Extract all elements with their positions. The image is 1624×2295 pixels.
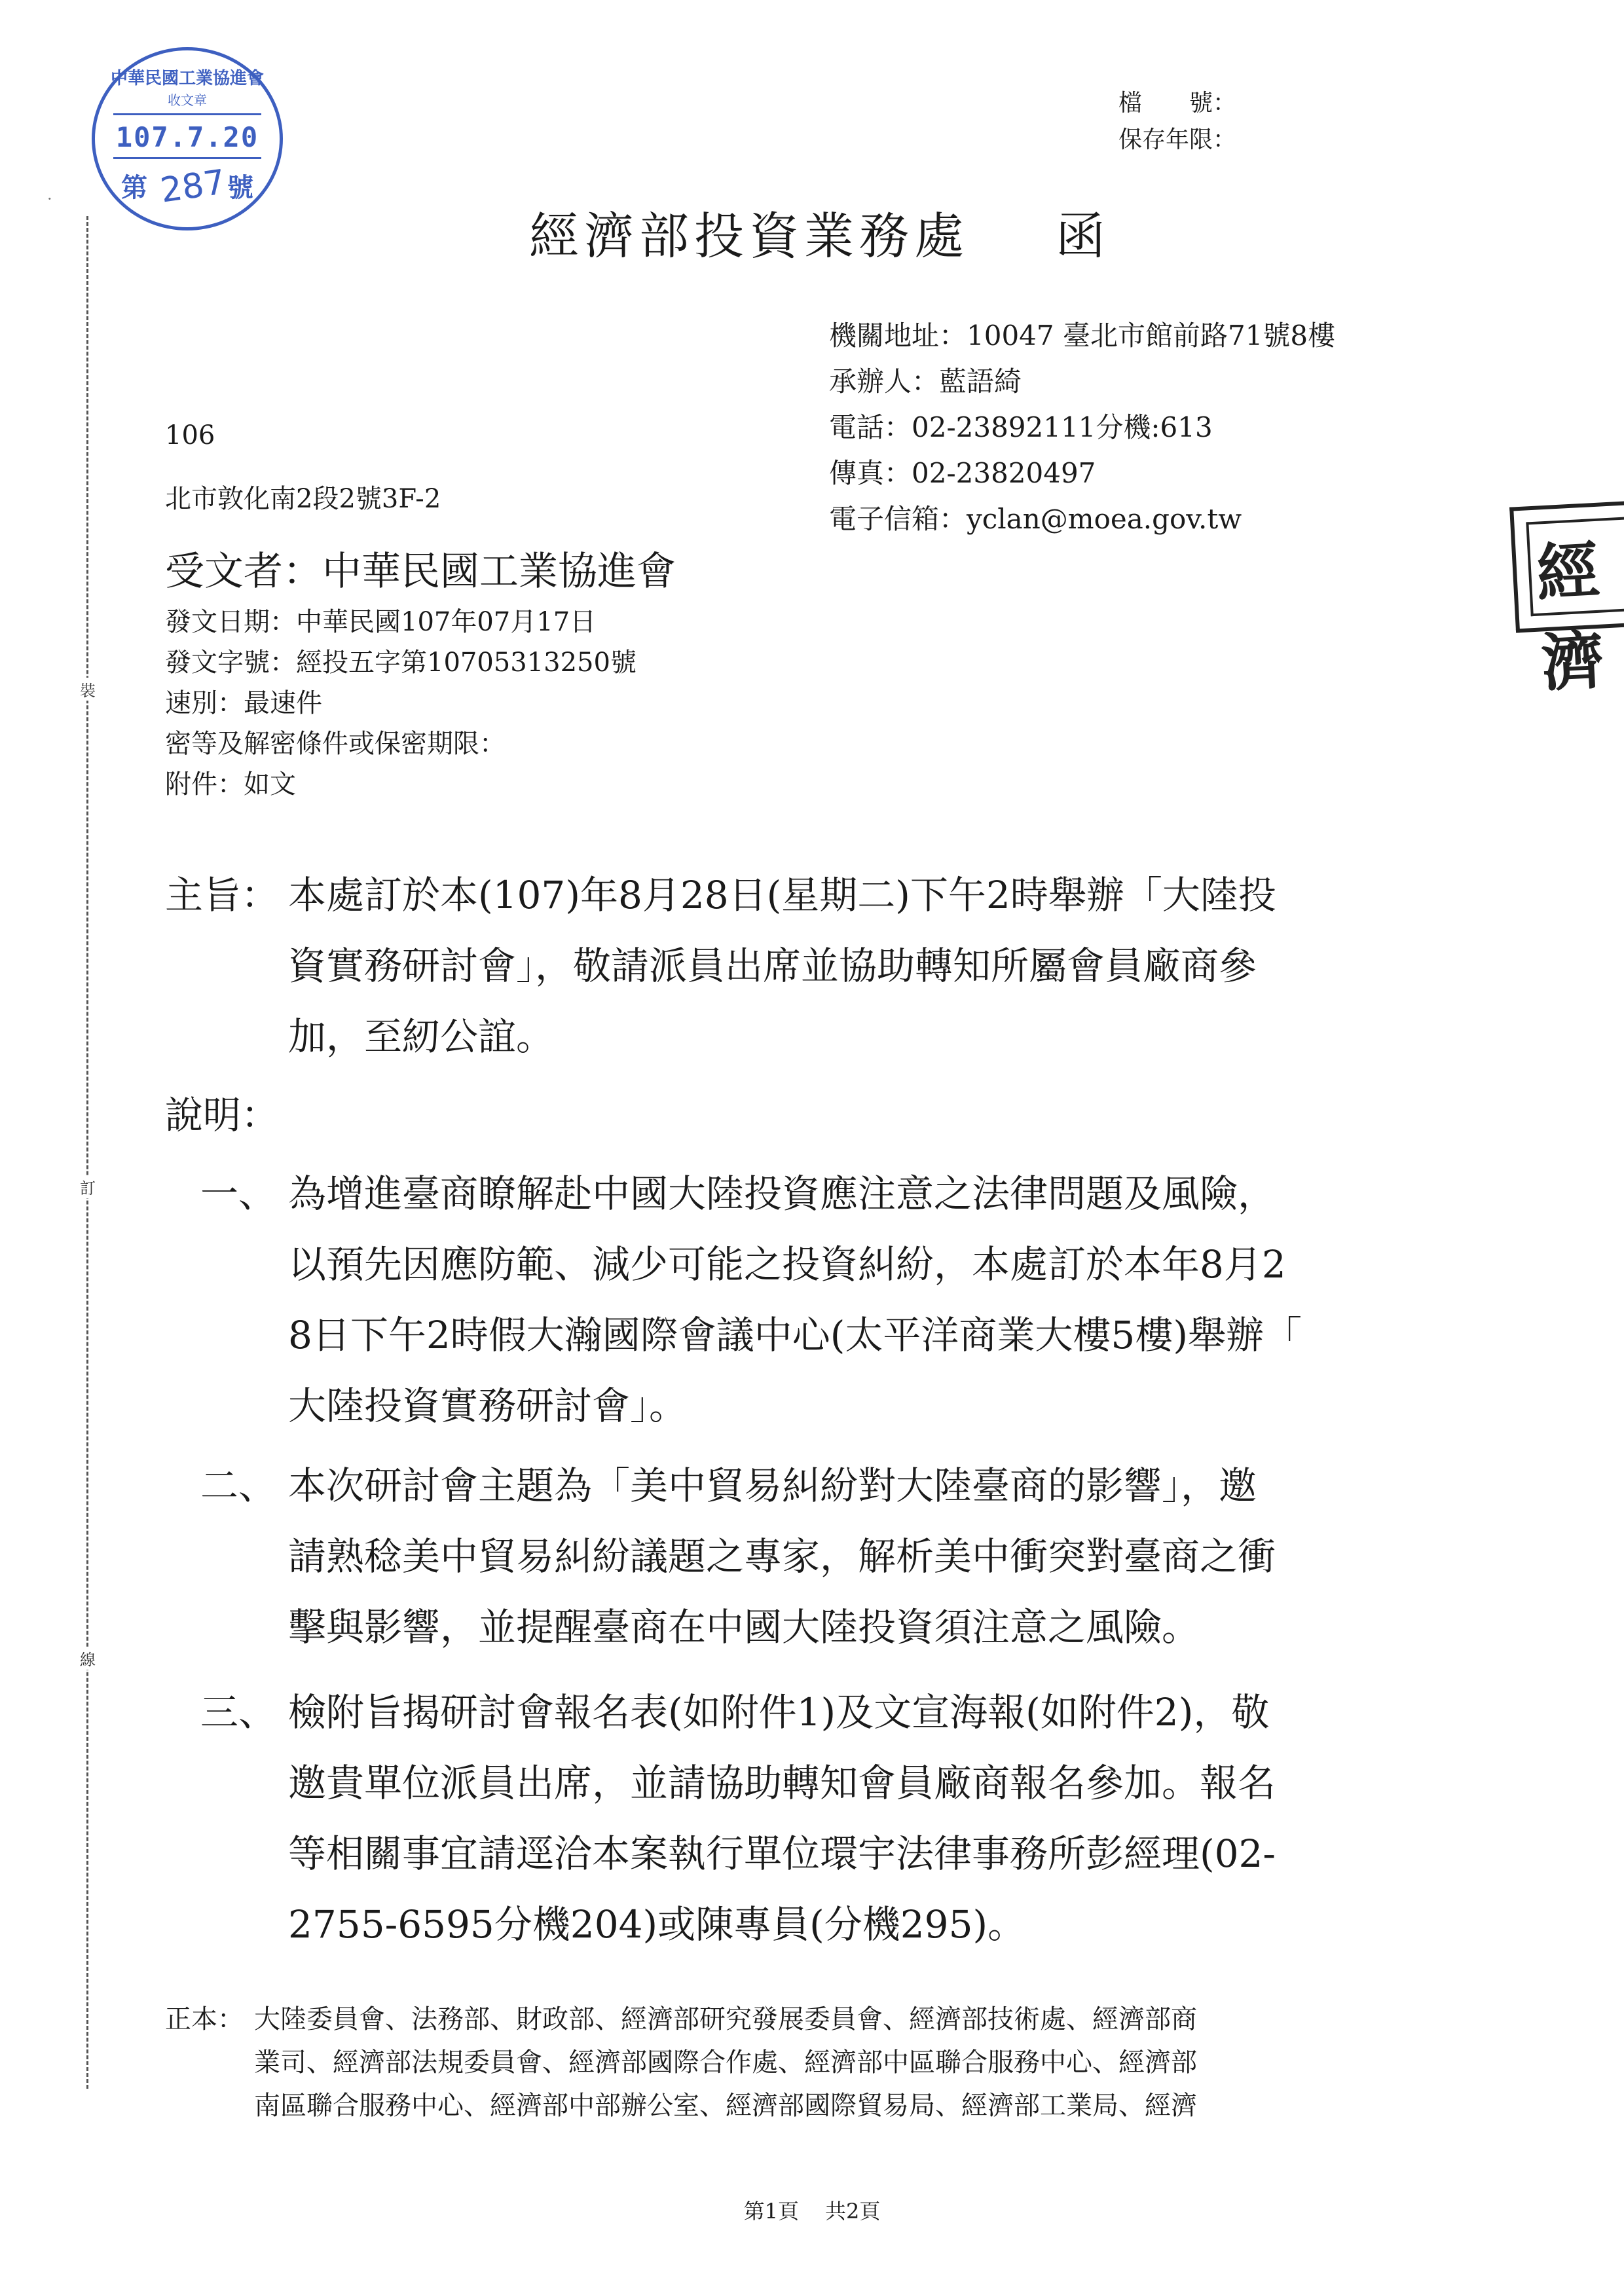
doc-type: 函 xyxy=(1056,207,1105,265)
item-2-line-1: 本次研討會主題為「美中貿易糾紛對大陸臺商的影響」，邀 xyxy=(288,1463,1257,1508)
cc-line-1: 大陸委員會、法務部、財政部、經濟部研究發展委員會、經濟部技術處、經濟部商 xyxy=(254,2004,1197,2034)
document-number: 發文字號：經投五字第10705313250號 xyxy=(165,648,637,678)
seal-glyph: 經濟 xyxy=(1534,534,1602,701)
item-2-line-2: 請熟稔美中貿易糾紛議題之專家，解析美中衝突對臺商之衝 xyxy=(288,1534,1276,1579)
stamp-no-prefix: 第 xyxy=(121,172,147,203)
contact-email: 電子信箱：yclan@moea.gov.tw xyxy=(829,503,1242,535)
item-1-line-4: 大陸投資實務研討會」。 xyxy=(288,1384,688,1428)
subject-line-2: 資實務研討會」，敬請派員出席並協助轉知所屬會員廠商參 xyxy=(288,944,1257,988)
subject-label: 主旨： xyxy=(165,873,280,917)
recipient-street: 北市敦化南2段2號3F-2 xyxy=(165,484,441,514)
recipient-postcode: 106 xyxy=(165,420,215,450)
explanation-label: 說明： xyxy=(165,1093,280,1137)
recipient: 受文者：中華民國工業協進會 xyxy=(165,549,676,595)
stamp-no-suffix: 號 xyxy=(227,172,253,203)
binding-char-2: 訂 xyxy=(80,1175,96,1198)
margin-mark: · xyxy=(47,190,52,208)
binding-char-3: 線 xyxy=(80,1647,96,1670)
urgency: 速別：最速件 xyxy=(165,688,322,718)
item-3-line-4: 2755-6595分機204)或陳專員(分機295)。 xyxy=(288,1902,1026,1947)
received-stamp xyxy=(92,47,283,230)
page-number: 第1頁 xyxy=(743,2199,799,2224)
cc-line-3: 南區聯合服務中心、經濟部中部辦公室、經濟部國際貿易局、經濟部工業局、經濟 xyxy=(254,2091,1197,2121)
retention-label: 保存年限： xyxy=(1118,126,1237,153)
contact-handler: 承辦人：藍語綺 xyxy=(829,365,1022,397)
agency-title: 經濟部投資業務處 xyxy=(529,207,969,265)
cc-label: 正本： xyxy=(165,2004,244,2034)
page-footer xyxy=(0,2195,1624,2225)
binding-char-1: 裝 xyxy=(80,678,96,701)
binding-line xyxy=(86,216,88,2089)
item-3-line-1: 檢附旨揭研討會報名表(如附件1)及文宣海報(如附件2)，敬 xyxy=(288,1690,1270,1735)
page-total: 共2頁 xyxy=(825,2199,881,2224)
item-1-line-3: 8日下午2時假大瀚國際會議中心(太平洋商業大樓5樓)舉辦「 xyxy=(288,1313,1302,1357)
item-1-line-2: 以預先因應防範、減少可能之投資糾紛，本處訂於本年8月2 xyxy=(288,1242,1286,1287)
item-3-label: 三、 xyxy=(200,1690,277,1735)
stamp-handwritten-number: 287 xyxy=(158,162,228,211)
contact-phone: 電話：02-23892111分機:613 xyxy=(829,411,1213,443)
stamp-date: 107.7.20 xyxy=(115,121,259,153)
confidentiality: 密等及解密條件或保密期限： xyxy=(165,729,506,759)
official-seal-partial xyxy=(1509,502,1624,701)
item-2-line-3: 擊與影響，並提醒臺商在中國大陸投資須注意之風險。 xyxy=(288,1605,1200,1649)
stamp-sub: 收文章 xyxy=(168,92,207,108)
subject-line-1: 本處訂於本(107)年8月28日(星期二)下午2時舉辦「大陸投 xyxy=(288,873,1276,917)
issue-date: 發文日期：中華民國107年07月17日 xyxy=(165,607,597,637)
item-3-line-2: 邀貴單位派員出席，並請協助轉知會員廠商報名參加。報名 xyxy=(288,1761,1276,1805)
attachments: 附件：如文 xyxy=(165,769,296,799)
cc-line-2: 業司、經濟部法規委員會、經濟部國際合作處、經濟部中區聯合服務中心、經濟部 xyxy=(254,2047,1197,2078)
subject-line-3: 加，至紉公誼。 xyxy=(288,1014,555,1059)
file-number-label: 檔 號： xyxy=(1118,90,1237,117)
item-1-label: 一、 xyxy=(200,1171,277,1216)
item-3-line-3: 等相關事宜請逕洽本案執行單位環宇法律事務所彭經理(02- xyxy=(288,1831,1276,1876)
contact-fax: 傳真：02-23820497 xyxy=(829,457,1096,489)
item-1-line-1: 為增進臺商瞭解赴中國大陸投資應注意之法律問題及風險， xyxy=(288,1171,1276,1216)
contact-address: 機關地址：10047 臺北市館前路71號8樓 xyxy=(829,320,1336,352)
stamp-org: 中華民國工業協進會 xyxy=(110,69,264,88)
item-2-label: 二、 xyxy=(200,1463,277,1508)
